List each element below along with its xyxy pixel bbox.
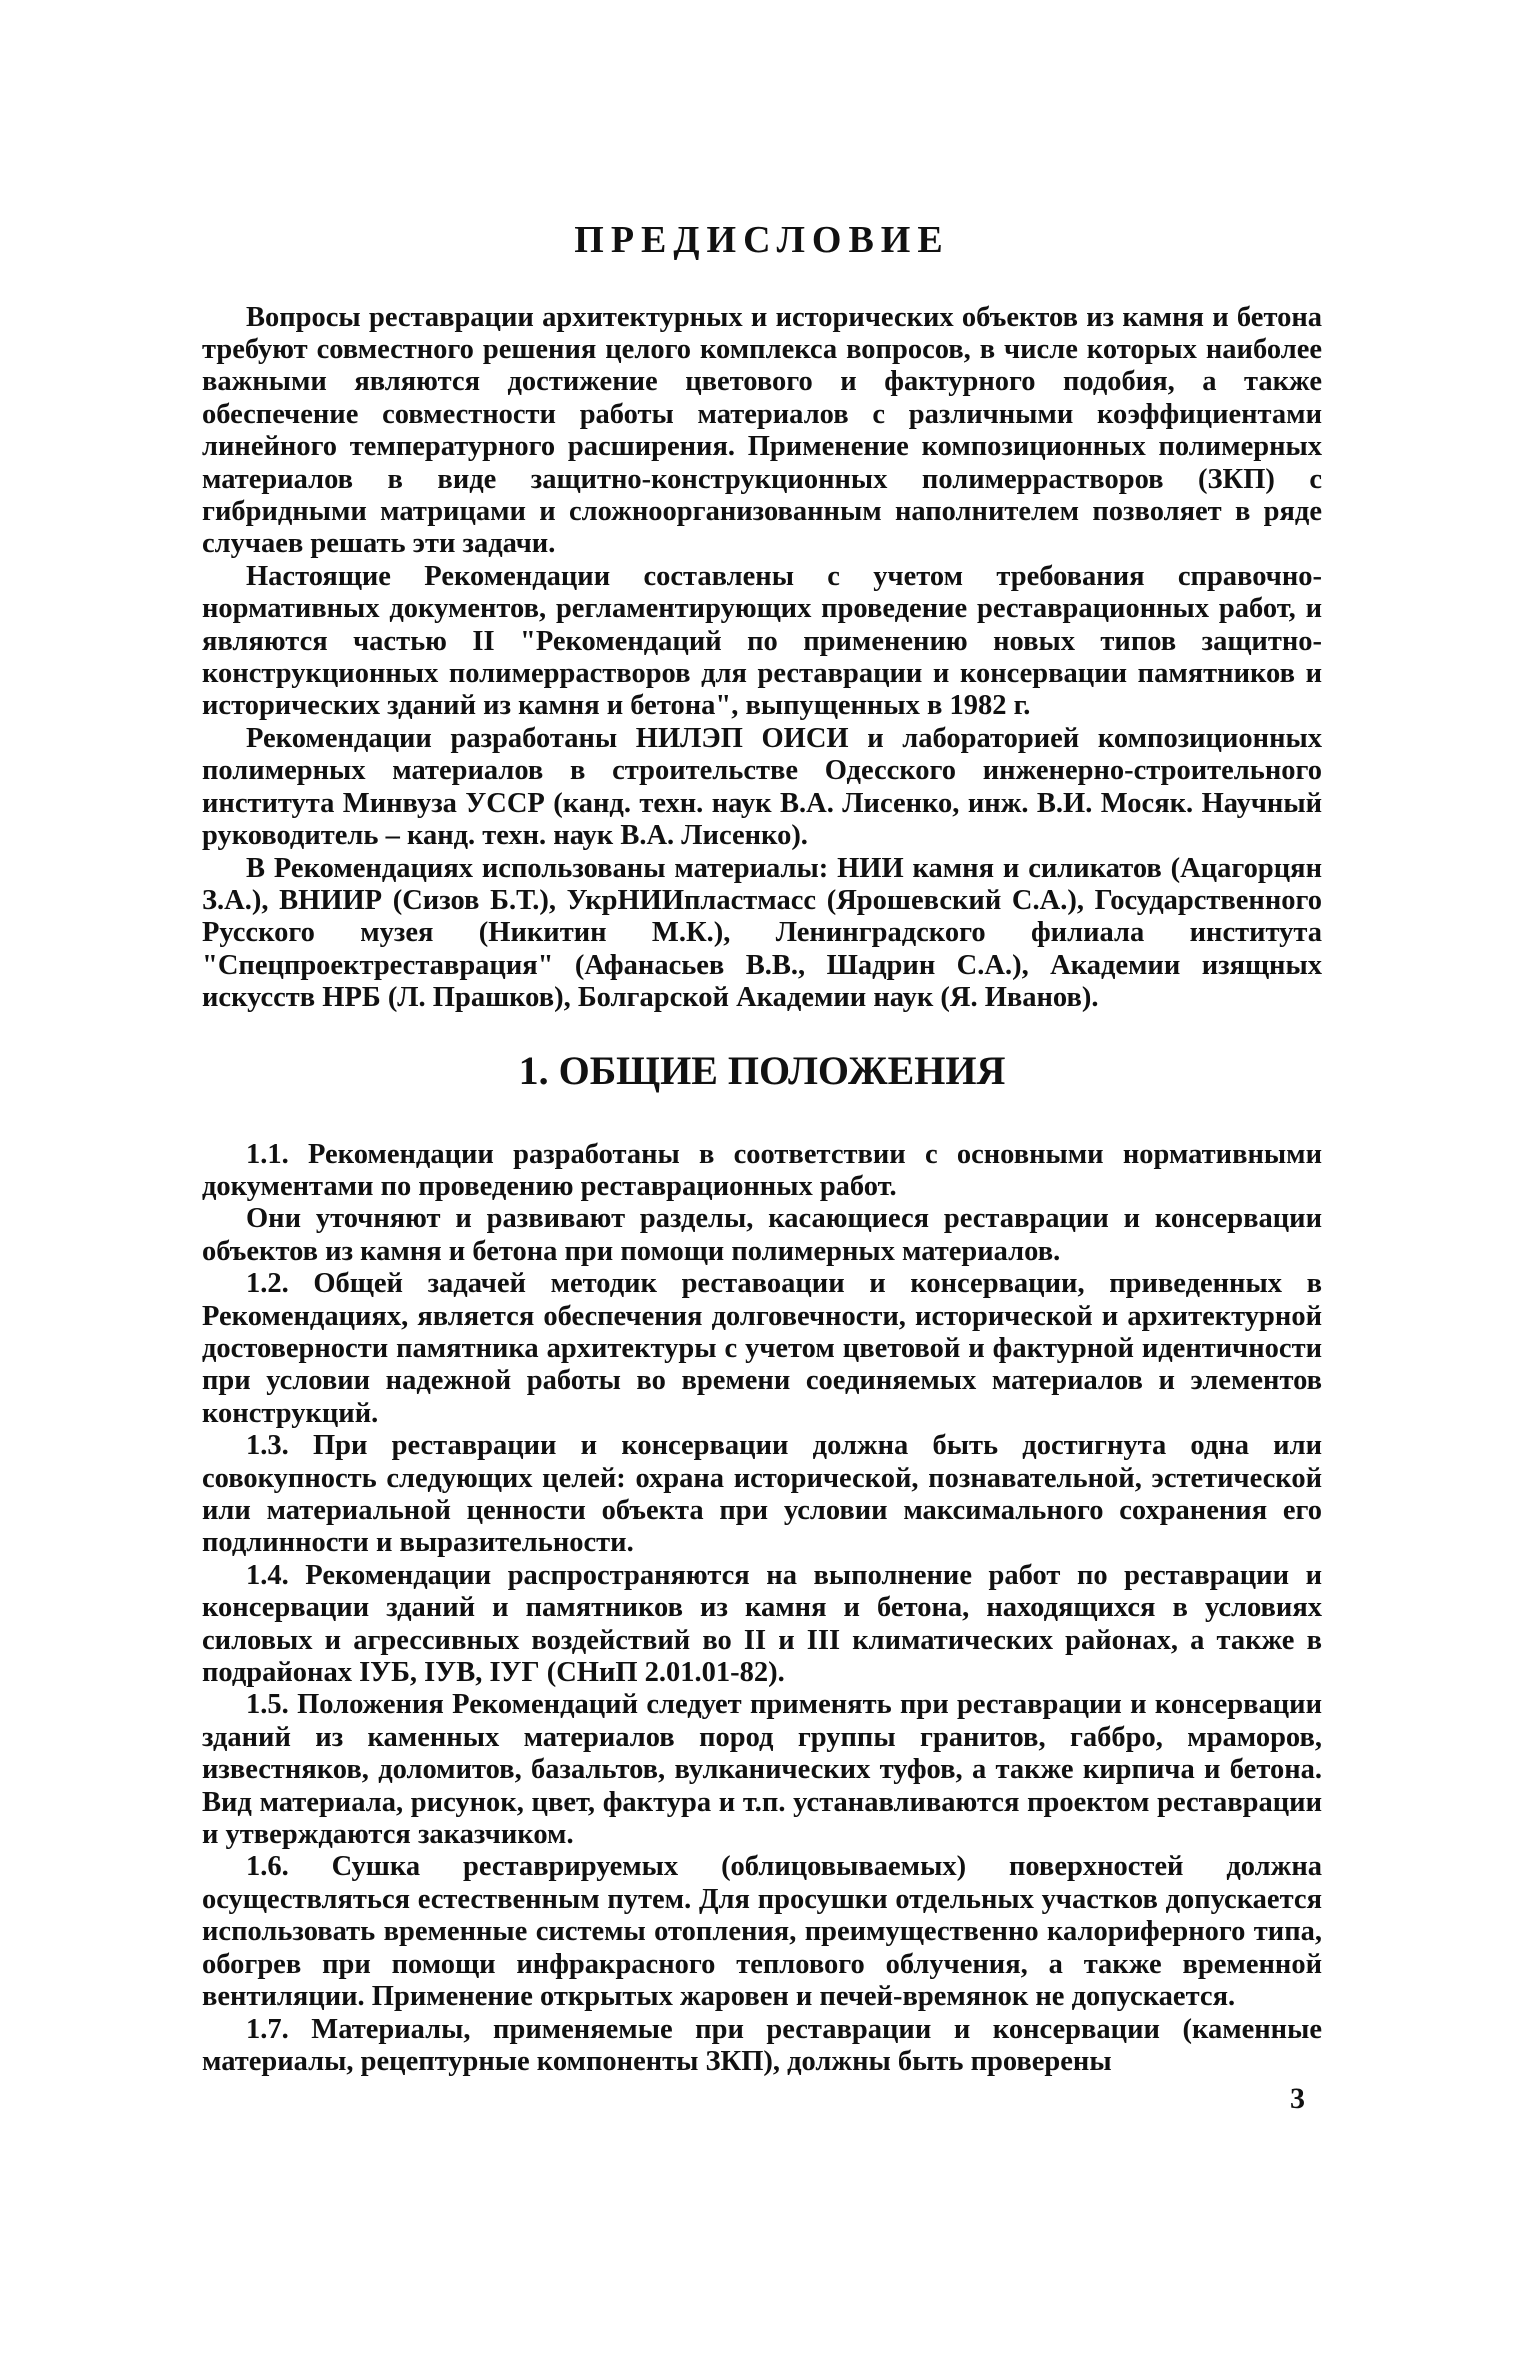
section-1-paragraph: 1.7. Материалы, применяемые при реставрации и консервации (каменные материалы, рецептурные компоненты ЗКП), должны быть проверены [202,2013,1322,2077]
preface-title: ПРЕДИСЛОВИЕ [574,219,950,261]
preface-paragraph: Рекомендации разработаны НИЛЭП ОИСИ и лабораторией композиционных полимерных материалов в строительстве Одесского инженерно-строительного института Минвуза УССР (канд. техн. наук В.А. Лисенко, инж. В.И. Мосяк. Научный руководитель – канд. техн. наук В.А. Лисенко). [202,722,1322,852]
section-1-title: 1. ОБЩИЕ ПОЛОЖЕНИЯ [518,1047,1006,1093]
preface-paragraph: Настоящие Рекомендации составлены с учетом требования справочно-нормативных документов, регламентирующих проведение реставрационных работ, и являются частью II "Рекомендаций по применению новых типов защитно-конструкционных полимеррастворов для реставрации и консервации памятников и исторических зданий из камня и бетона", выпущенных в 1982 г. [202,560,1322,722]
section-1-paragraph: 1.3. При реставрации и консервации должна быть достигнута одна или совокупность следующих целей: охрана исторической, познавательной, эстетической или материальной ценности объекта при условии максимального сохранения его подлинности и выразительности. [202,1430,1322,1559]
section-1-paragraph: Они уточняют и развивают разделы, касающиеся реставрации и консервации объектов из камня и бетона при помощи полимерных материалов. [202,1203,1322,1267]
preface-paragraph: В Рекомендациях использованы материалы: НИИ камня и силикатов (Ацагорцян З.А.), ВНИИР (Сизов Б.Т.), УкрНИИпластмасс (Ярошевский С.А.), Государственного Русского музея (Никитин М.К.), Ленинградского филиала института "Спецпроектреставрация" (Афанасьев В.В., Шадрин С.А.), Академии изящных искусств НРБ (Л. Прашков), Болгарской Академии наук (Я. Иванов). [202,852,1322,1014]
page-content [202,218,1322,2078]
section-1-paragraph: 1.4. Рекомендации распространяются на выполнение работ по реставрации и консервации зданий и памятников из камня и бетона, находящихся в условиях силовых и агрессивных воздействий во II и III климатических районах, а также в подрайонах IУБ, IУВ, IУГ (СНиП 2.01.01-82). [202,1559,1322,1689]
section-1-paragraph: 1.1. Рекомендации разработаны в соответствии с основными нормативными документами по проведению реставрационных работ. [202,1138,1322,1202]
section-1-paragraph: 1.5. Положения Рекомендаций следует применять при реставрации и консервации зданий из каменных материалов пород группы гранитов, габбро, мраморов, известняков, доломитов, базальтов, вулканических туфов, а также кирпича и бетона. Вид материала, рисунок, цвет, фактура и т.п. устанавливаются проектом реставрации и утверждаются заказчиком. [202,1689,1322,1851]
section-1-paragraph: 1.6. Сушка реставрируемых (облицовываемых) поверхностей должна осуществляться естественным путем. Для просушки отдельных участков допускается использовать временные системы отопления, преимущественно калориферного типа, обогрев при помощи инфракрасного теплового облучения, а также временной вентиляции. Применение открытых жаровен и печей-времянок не допускается. [202,1851,1322,2013]
section-1-paragraph: 1.2. Общей задачей методик реставоации и консервации, приведенных в Рекомендациях, является обеспечения долговечности, исторической и архитектурной достоверности памятника архитектуры с учетом цветовой и фактурной идентичности при условии надежной работы во времени соединяемых материалов и элементов конструкций. [202,1268,1322,1429]
preface-paragraph: Вопросы реставрации архитектурных и исторических объектов из камня и бетона требуют совместного решения целого комплекса вопросов, в числе которых наиболее важными являются достижение цветового и фактурного подобия, а также обеспечение совместности работы материалов с различными коэффициентами линейного температурного расширения. Применение композиционных полимерных материалов в виде защитно-конструкционных полимеррастворов (ЗКП) с гибридными матрицами и сложноорганизованным наполнителем позволяет в ряде случаев решать эти задачи. [202,301,1322,560]
page-number: 3 [1290,2082,1305,2115]
